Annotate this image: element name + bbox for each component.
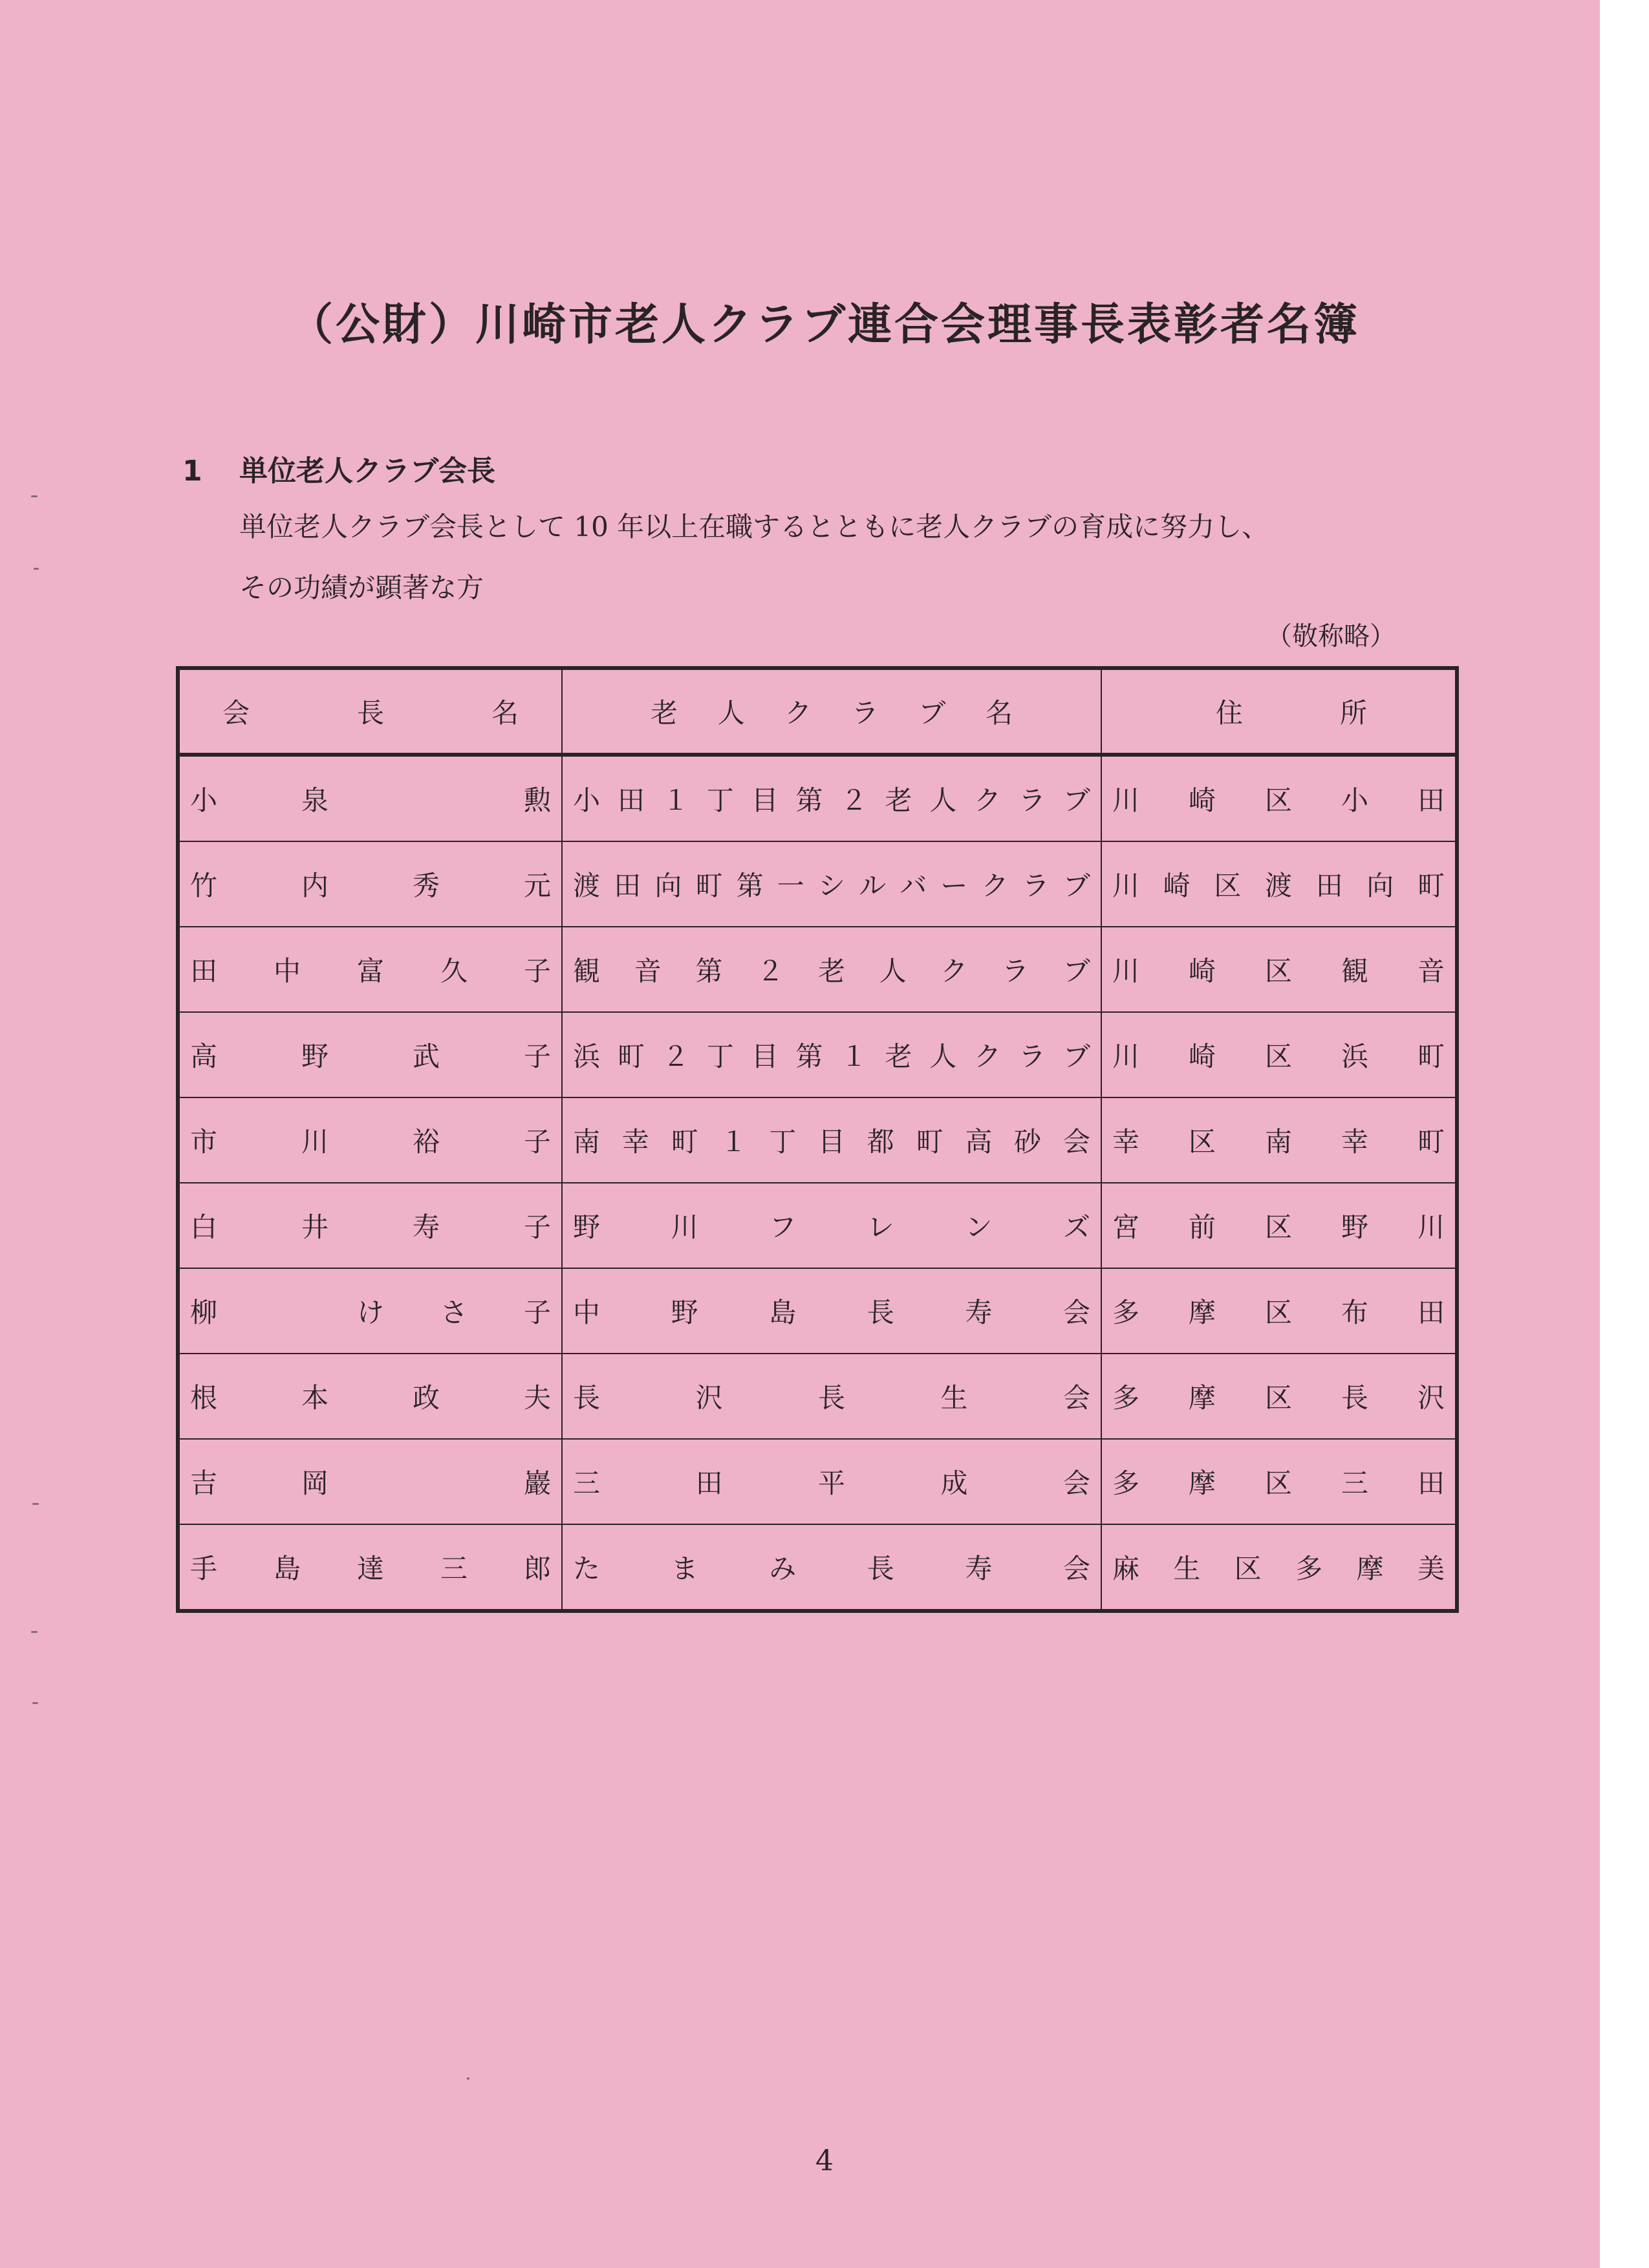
header-label: 住 所: [1216, 697, 1367, 729]
address-cell-text: 川 崎 区 小 田: [1112, 784, 1445, 816]
address-cell: [1101, 1354, 1457, 1439]
address-cell: [1101, 1183, 1457, 1268]
club-name-cell: [562, 755, 1101, 841]
address-cell: [1101, 1097, 1457, 1183]
president-name-cell: [178, 1268, 562, 1354]
scan-speck: [31, 1631, 38, 1633]
address-cell-text: 多 摩 区 布 田: [1112, 1297, 1445, 1328]
club-name-cell: [562, 1012, 1101, 1097]
section-heading: [182, 448, 495, 489]
section-description-line2: その功績が顕著な方: [239, 572, 484, 603]
club-name-cell: [562, 841, 1101, 927]
address-cell: [1101, 927, 1457, 1012]
club-name-cell-text: 渡 田 向 町 第 一 シ ル バ ー ク ラ ブ: [573, 870, 1090, 902]
address-cell-text: 多 摩 区 長 沢: [1112, 1382, 1445, 1414]
president-name-cell: [178, 1097, 562, 1183]
president-name-cell-text: 竹 内 秀 元: [190, 870, 551, 902]
president-name-cell-text: 吉 岡 巖: [190, 1467, 551, 1499]
scan-speck: [467, 2077, 469, 2080]
awardee-table: [176, 666, 1459, 1613]
table-row: [178, 1012, 1457, 1097]
scan-speck: [32, 1503, 39, 1505]
club-name-cell: [562, 1268, 1101, 1354]
club-name-cell-text: 小 田 １ 丁 目 第 ２ 老 人 ク ラ ブ: [573, 784, 1090, 816]
header-address: [1101, 668, 1457, 755]
address-cell-text: 幸 区 南 幸 町: [1112, 1126, 1445, 1158]
president-name-cell-text: 田 中 富 久 子: [190, 955, 551, 987]
president-name-cell: [178, 1524, 562, 1611]
table-row: [178, 927, 1457, 1012]
president-name-cell-text: 小 泉 勲: [190, 784, 551, 816]
president-name-cell: [178, 1012, 562, 1097]
club-name-cell-text: た ま み 長 寿 会: [573, 1553, 1090, 1584]
club-name-cell-text: 野 川 フ レ ン ズ: [573, 1211, 1090, 1243]
address-cell: [1101, 755, 1457, 841]
table-row: [178, 1354, 1457, 1439]
table-row: [178, 755, 1457, 841]
club-name-cell-text: 観 音 第 ２ 老 人 ク ラ ブ: [573, 955, 1090, 987]
address-cell-text: 多 摩 区 三 田: [1112, 1467, 1445, 1499]
club-name-cell: [562, 1183, 1101, 1268]
table-row: [178, 1097, 1457, 1183]
president-name-cell-text: 手 島 達 三 郎: [190, 1553, 551, 1584]
header-club-name: [562, 668, 1101, 755]
club-name-cell-text: 南 幸 町 １ 丁 目 都 町 高 砂 会: [573, 1126, 1090, 1158]
president-name-cell-text: 根 本 政 夫: [190, 1382, 551, 1414]
address-cell: [1101, 1268, 1457, 1354]
address-cell: [1101, 1524, 1457, 1611]
page-number: 4: [815, 2144, 834, 2177]
table-row: [178, 1439, 1457, 1524]
president-name-cell-text: 白 井 寿 子: [190, 1211, 551, 1243]
president-name-cell-text: 市 川 裕 子: [190, 1126, 551, 1158]
club-name-cell: [562, 927, 1101, 1012]
section-number: 1: [182, 455, 202, 488]
club-name-cell: [562, 1354, 1101, 1439]
document-title: （公財）川崎市老人クラブ連合会理事長表彰者名簿: [288, 299, 1360, 351]
honorific-note: （敬称略）: [1266, 621, 1396, 651]
president-name-cell: [178, 927, 562, 1012]
president-name-cell: [178, 841, 562, 927]
header-label: 老 人 ク ラ ブ 名: [651, 697, 1013, 729]
club-name-cell-text: 三 田 平 成 会: [573, 1467, 1090, 1499]
club-name-cell: [562, 1439, 1101, 1524]
table-row: [178, 841, 1457, 927]
president-name-cell: [178, 1354, 562, 1439]
header-president-name: [178, 668, 562, 755]
address-cell-text: 宮 前 区 野 川: [1112, 1211, 1445, 1243]
scan-speck: [32, 1702, 38, 1704]
club-name-cell: [562, 1524, 1101, 1611]
address-cell: [1101, 1012, 1457, 1097]
address-cell-text: 川 崎 区 渡 田 向 町: [1112, 870, 1445, 902]
scan-speck: [31, 495, 38, 497]
section-description-line1: 単位老人クラブ会長として 10 年以上在職するとともに老人クラブの育成に努力し、: [239, 511, 1269, 543]
table-header-row: [178, 668, 1457, 755]
president-name-cell: [178, 1439, 562, 1524]
address-cell-text: 川 崎 区 浜 町: [1112, 1041, 1445, 1072]
address-cell: [1101, 1439, 1457, 1524]
address-cell-text: 麻 生 区 多 摩 美: [1112, 1553, 1445, 1584]
address-cell: [1101, 841, 1457, 927]
club-name-cell: [562, 1097, 1101, 1183]
club-name-cell-text: 浜 町 ２ 丁 目 第 １ 老 人 ク ラ ブ: [573, 1041, 1090, 1072]
scan-speck: [34, 568, 39, 570]
table-row: [178, 1268, 1457, 1354]
table-row: [178, 1183, 1457, 1268]
president-name-cell-text: 高 野 武 子: [190, 1041, 551, 1072]
club-name-cell-text: 長 沢 長 生 会: [573, 1382, 1090, 1414]
president-name-cell: [178, 755, 562, 841]
club-name-cell-text: 中 野 島 長 寿 会: [573, 1297, 1090, 1328]
table-row: [178, 1524, 1457, 1611]
president-name-cell: [178, 1183, 562, 1268]
header-label: 会 長 名: [222, 697, 519, 729]
president-name-cell-text: 柳 け さ 子: [190, 1297, 551, 1328]
address-cell-text: 川 崎 区 観 音: [1112, 955, 1445, 987]
section-heading-text: 単位老人クラブ会長: [239, 455, 495, 488]
